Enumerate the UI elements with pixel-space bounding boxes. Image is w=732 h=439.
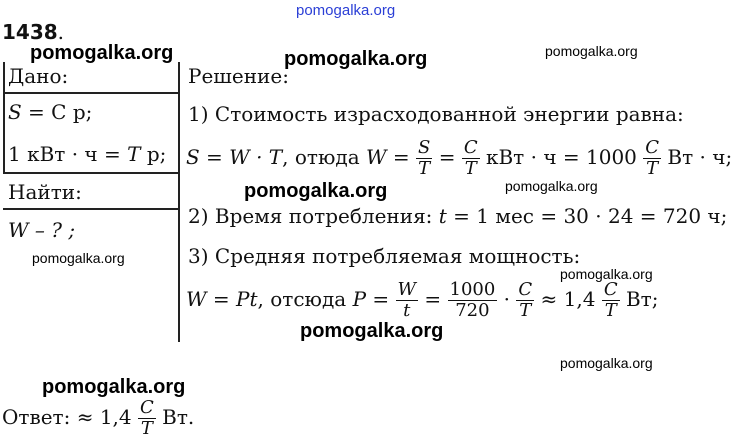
problem-number-value: 1438: [2, 20, 58, 44]
eq1-part-a: S = W · T: [186, 145, 283, 169]
step2-var-t: t: [438, 204, 447, 228]
watermark-3: pomogalka.org: [545, 43, 638, 59]
eq3-fraction-2: $\frac{1000}{720}$: [449, 279, 496, 321]
solution-step-3: 3) Средняя потребляемая мощность:: [188, 244, 581, 268]
given-line-1-rhs: = C р;: [21, 100, 93, 124]
eq3-dot: ·: [497, 287, 517, 311]
watermark-8: pomogalka.org: [300, 320, 444, 342]
given-var-t: T: [127, 142, 141, 166]
eq3-unit: Вт;: [619, 287, 659, 311]
eq3-part-c: P =: [352, 287, 396, 311]
watermark-4: pomogalka.org: [244, 180, 388, 202]
find-header: Найти:: [8, 180, 82, 204]
eq3-fraction-1: $\frac{W}{t}$: [397, 279, 417, 321]
watermark-10: pomogalka.org: [42, 376, 186, 398]
answer-label: Ответ:: [2, 405, 71, 429]
watermark-1: pomogalka.org: [30, 42, 174, 64]
eq1-fraction-2: $\frac{C}{T}$: [463, 137, 478, 179]
solution-equation-1: [186, 138, 732, 179]
given-header-underline: [3, 92, 179, 94]
answer-line: [2, 398, 194, 439]
solution-header: Решение:: [188, 64, 289, 88]
eq1-part-c: W =: [365, 145, 417, 169]
answer-unit: Вт.: [155, 405, 195, 429]
left-border-line: [3, 62, 5, 172]
find-line-1: W – ? ;: [8, 218, 76, 242]
problem-number-dot: .: [57, 20, 65, 44]
eq1-fraction-3: $\frac{C}{T}$: [645, 137, 660, 179]
step2-text: 2) Время потребления:: [188, 204, 439, 228]
given-find-separator: [3, 172, 179, 174]
eq3-part-b: , отсюда: [257, 287, 353, 311]
answer-approx: ≈ 1,4: [76, 405, 138, 429]
watermark-2: pomogalka.org: [284, 48, 428, 70]
given-header: Дано:: [8, 64, 69, 88]
watermark-9: pomogalka.org: [560, 355, 653, 371]
given-line-2-lhs: 1 кВт · ч =: [8, 142, 128, 166]
eq1-equals: =: [432, 145, 462, 169]
given-line-2: [8, 142, 166, 166]
watermark-top: pomogalka.org: [296, 2, 396, 19]
solution-equation-3: [186, 280, 658, 321]
find-header-underline: [3, 208, 179, 210]
eq3-fraction-4: $\frac{C}{T}$: [603, 279, 618, 321]
eq3-equals: =: [418, 287, 448, 311]
watermark-7: pomogalka.org: [560, 266, 653, 282]
watermark-5: pomogalka.org: [505, 178, 598, 194]
solution-step-2: [188, 204, 727, 228]
solution-step-1: 1) Стоимость израсходованной энергии равна:: [188, 102, 684, 126]
given-line-2-rhs: р;: [140, 142, 167, 166]
eq3-part-a: W = Pt: [186, 287, 258, 311]
eq1-unit-2: Вт · ч;: [661, 145, 732, 169]
watermark-6: pomogalka.org: [32, 250, 125, 266]
eq1-part-b: , отюда: [282, 145, 366, 169]
answer-fraction: $\frac{C}{T}$: [140, 397, 154, 439]
eq1-fraction-1: $\frac{S}{T}$: [418, 137, 431, 179]
given-line-1: [8, 100, 92, 124]
divider-vertical: [178, 62, 180, 342]
eq3-fraction-3: $\frac{C}{T}$: [518, 279, 533, 321]
step2-value: = 1 мес = 30 · 24 = 720 ч;: [446, 204, 728, 228]
given-var-s: S: [8, 100, 22, 124]
eq3-approx: ≈ 1,4: [534, 287, 602, 311]
problem-number: [2, 20, 64, 44]
eq1-unit-1: кВт · ч = 1000: [479, 145, 644, 169]
